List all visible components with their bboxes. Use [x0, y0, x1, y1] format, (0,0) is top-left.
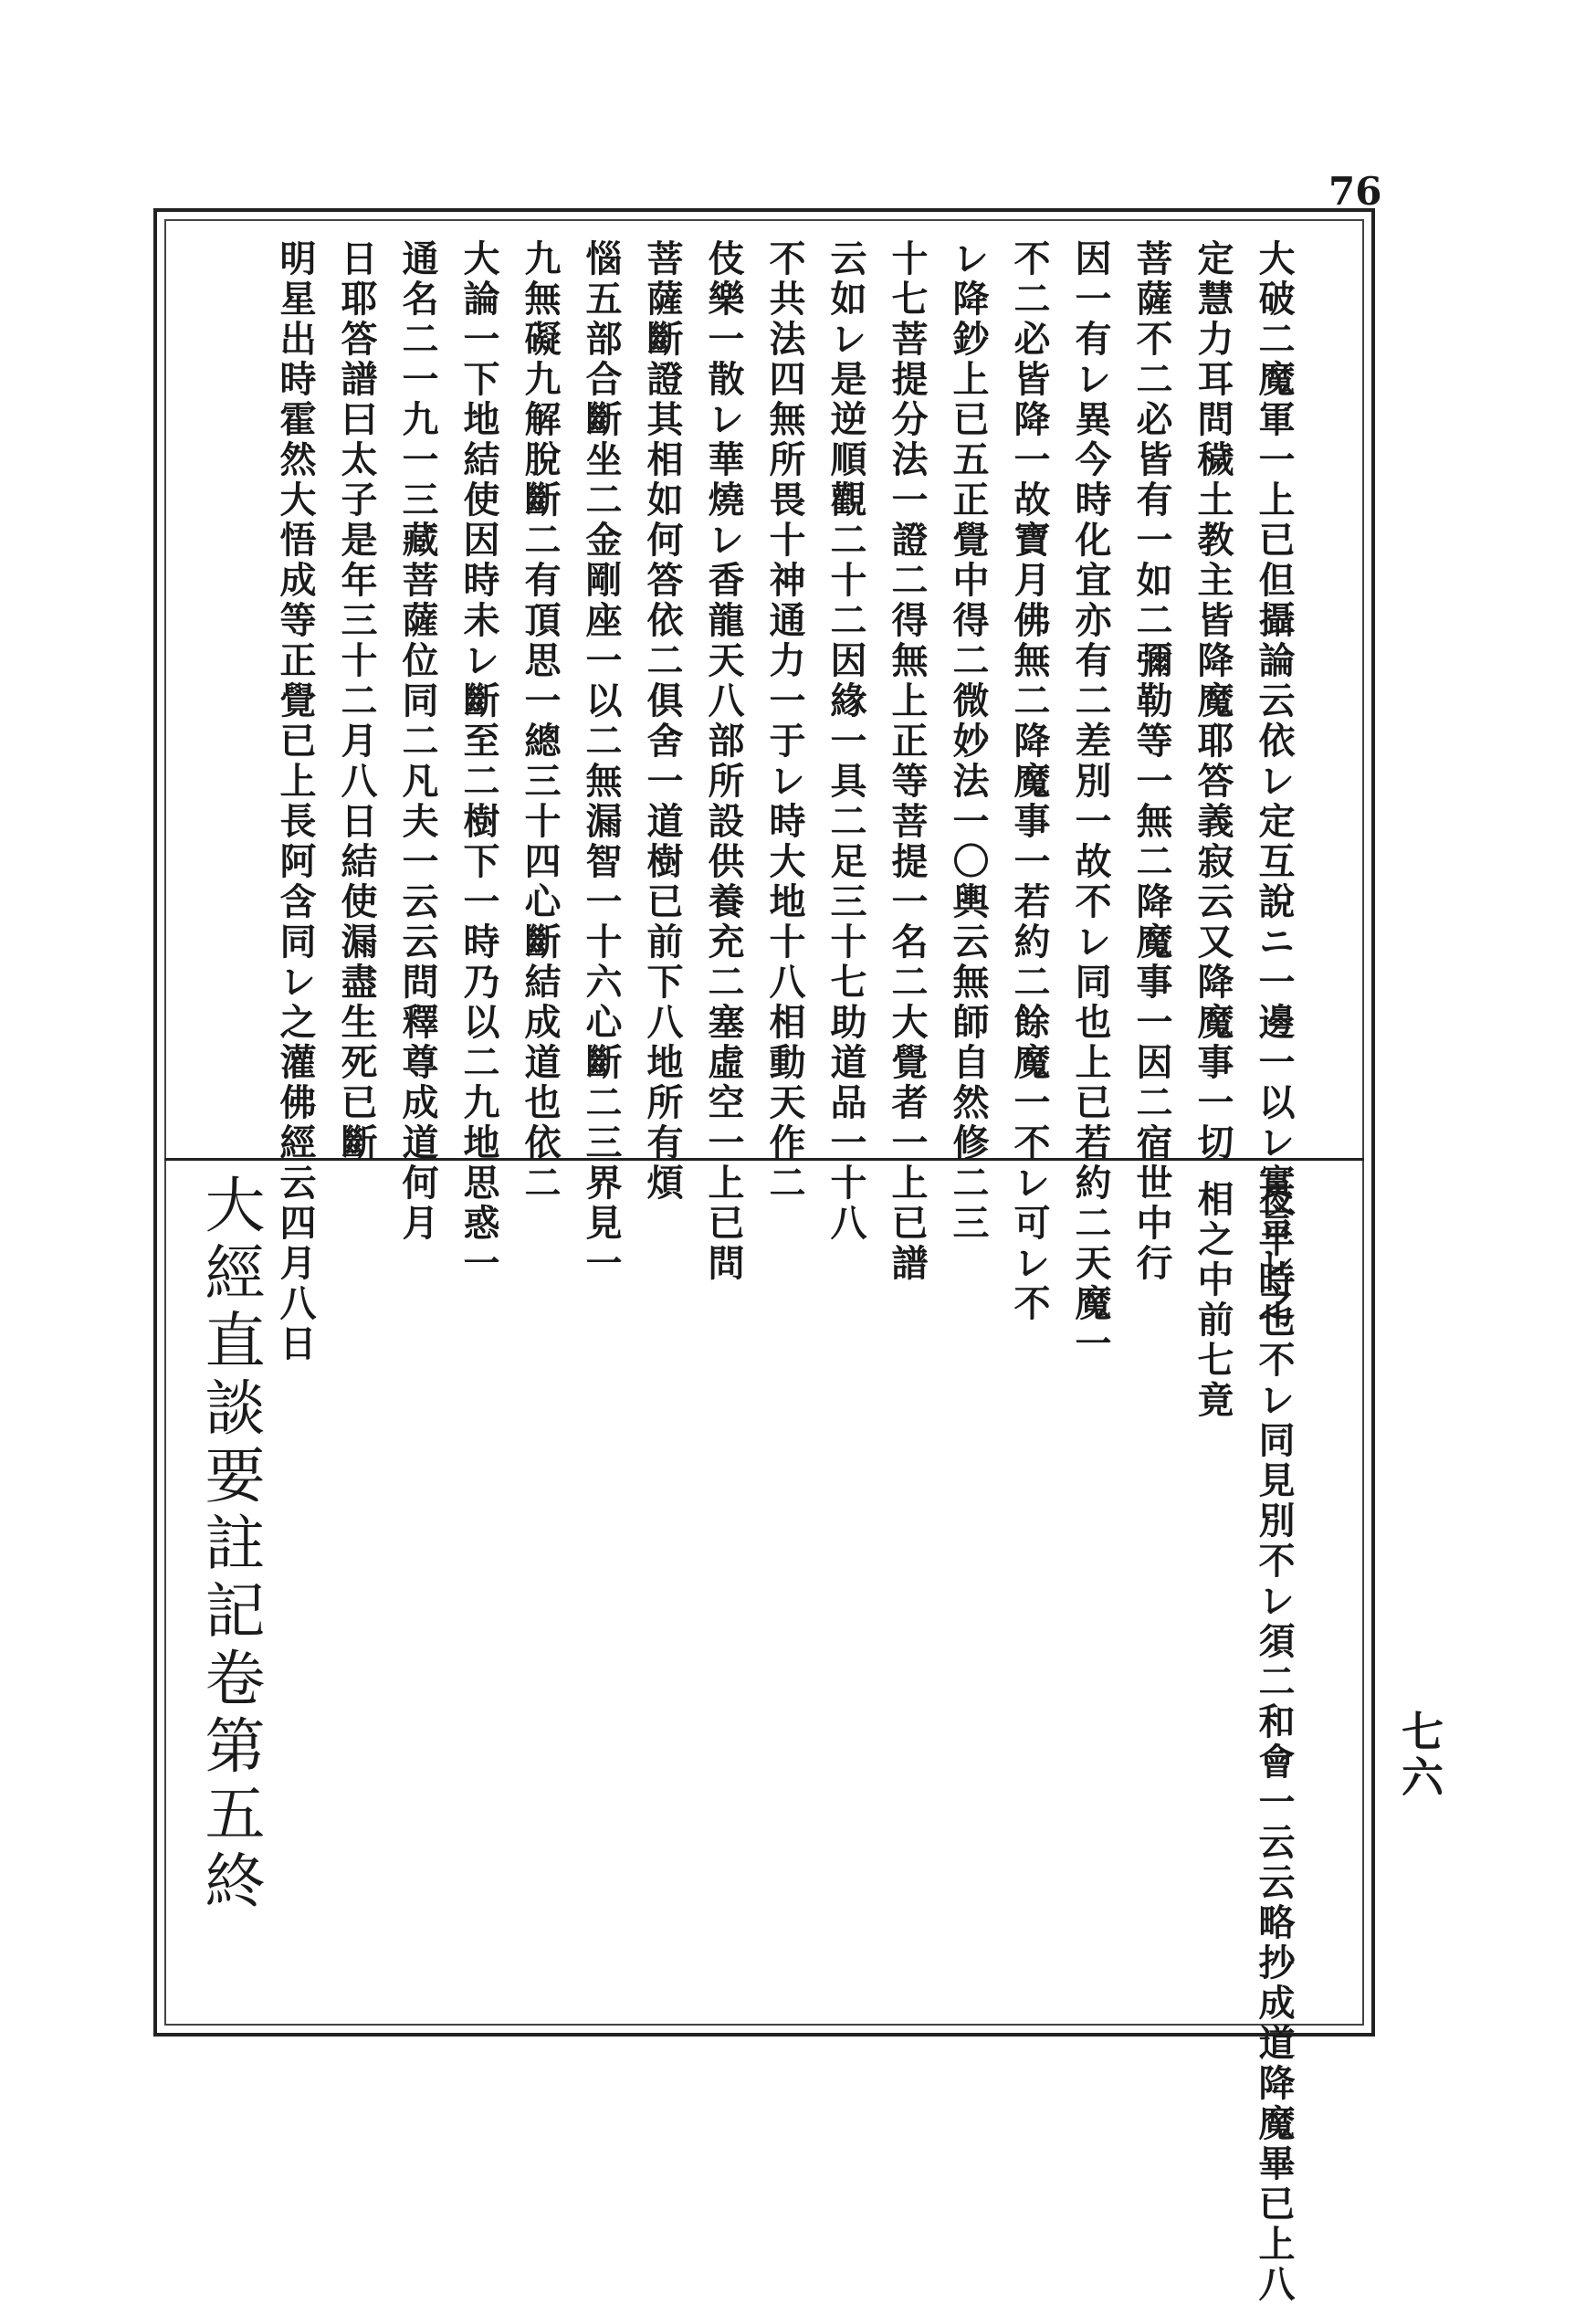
text-column: 夜半時也不レ同見別不レ須二和會一云云略抄成道降魔畢已上八	[1253, 1180, 1296, 2305]
text-column: 大破二魔軍一上已但攝論云依レ定互說ニ一邊一以レ實言レ之	[1253, 239, 1296, 1324]
text-column: 十七菩提分法一證二得無上正等菩提一名二大覺者一上已譜	[886, 239, 929, 1284]
text-column: 因一有レ異今時化宜亦有二差別一故不レ同也上已若約二天魔一	[1069, 239, 1112, 1364]
text-column: 惱五部合斷坐二金剛座一以二無漏智一十六心斷二三界見一	[580, 239, 623, 1284]
text-column: 九無礙九解脫斷二有頂思一總三十四心斷結成道也依二	[519, 239, 562, 1204]
text-column: 大論一下地結使因時未レ斷至二樹下一時乃以二九地思惑一	[457, 239, 500, 1284]
text-column: 相之中前七竟	[1192, 1180, 1234, 1421]
text-column: 不二必皆降一故寶月佛無二降魔事一若約二餘魔一不レ可レ不	[1008, 239, 1051, 1324]
text-column: 通名二一九一三藏菩薩位同二凡夫一云云問釋尊成道何月	[396, 239, 439, 1244]
text-column: 云如レ是逆順觀二十二因緣一具二足三十七助道品一十八	[824, 239, 867, 1244]
text-column: 定慧力耳問穢土教主皆降魔耶答義寂云又降魔事一切	[1192, 239, 1234, 1163]
margin-page-number: 七六	[1395, 1710, 1444, 1801]
text-column: 菩薩不二必皆有一如二彌勒等一無二降魔事一因二宿世中行	[1130, 239, 1173, 1284]
text-column: レ降鈔上已五正覺中得二微妙法一〇輿云無師自然修二三	[947, 239, 990, 1244]
text-column: 菩薩斷證其相如何答依二俱舍一道樹已前下八地所有煩	[641, 239, 684, 1204]
text-column: 明星出時霍然大悟成等正覺已上長阿含同レ之灌佛經云四月八日	[274, 239, 317, 1364]
text-column: 不共法四無所畏十神通力一于レ時大地十八相動天作二	[763, 239, 806, 1204]
page-number: 76	[1328, 169, 1382, 214]
text-column: 日耶答譜曰太子是年三十二月八日結使漏盡生死已斷	[335, 239, 378, 1163]
closing-title: 大經直談要註記卷第五終	[194, 1174, 265, 1917]
text-column: 伎樂一散レ華燒レ香龍天八部所設供養充二塞虛空一上已問	[702, 239, 745, 1284]
